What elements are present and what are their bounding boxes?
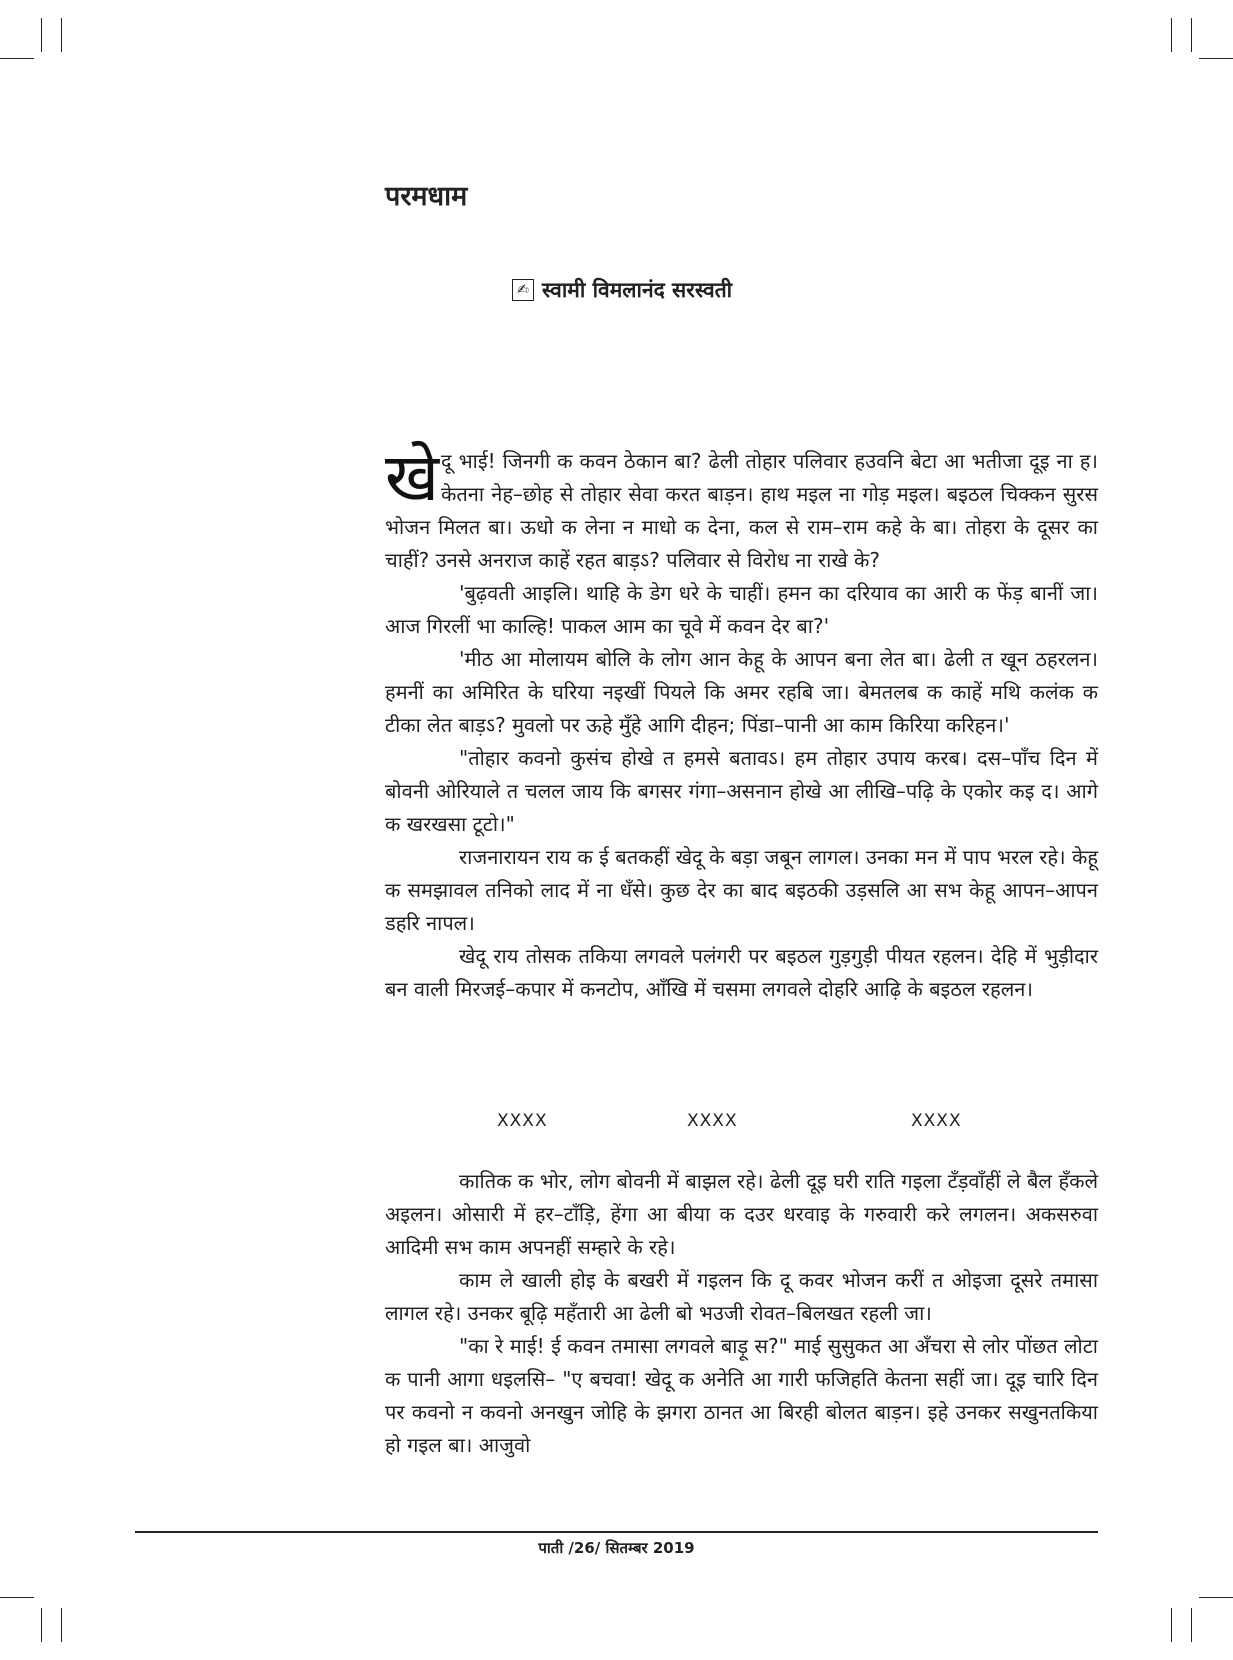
paragraph: 'मीठ आ मोलायम बोलि के लोग आन केहू के आपन बना लेत बा। ढेली त खून ठहरलन। हमनीं का अमिरित के घरिया नइखीं पियले कि अमर रहबि जा। बेमतलब क काहें मथि कलंक क टीका लेत बाड़ऽ? मुवलो पर ऊहे मुँहे आगि दीहन; पिंडा–पानी आ काम किरिया करिहन।' <box>385 647 1098 737</box>
crop-mark <box>61 18 62 52</box>
footer-rule <box>135 1531 1098 1533</box>
pen-writing-icon: ✍ <box>512 279 534 301</box>
section-separator: XXXX <box>911 1111 962 1131</box>
drop-cap: खे <box>385 439 439 516</box>
crop-mark <box>41 18 42 52</box>
paragraph: "का रे माई! ई कवन तमासा लगवले बाड़ू स?" माई सुसुकत आ अँचरा से लोर पोंछत लोटा क पानी आगा धइलसि– "ए बचवा! खेदू क अनेति आ गारी फजिहति केतना सहीं जा। दूइ चारि दिन पर कवनो न कवनो अनखुन जोहि के झगरा ठानत आ बिरही बोलत बाड़न। इहे उनकर सखुनतकिया हो गइल बा। आजुवो <box>385 1334 1098 1457</box>
paragraph: खेदू भाई! जिनगी क कवन ठेकान बा? ढेली तोहार पलिवार हउवनि बेटा आ भतीजा दूइ ना ह। केतना नेह–छोह से तोहार सेवा करत बाड़न। हाथ मइल ना गोड़ मइल। बइठल चिक्कन सुरस भोजन मिलत बा। ऊधो क लेना न माधो क देना, कल से राम–राम कहे के बा। तोहरा के दूसर का चाहीं? उनसे अनराज काहें रहत बाड़ऽ? पलिवार से विरोध ना राखे के? <box>385 439 1098 572</box>
paragraph: काम ले खाली होइ के बखरी में गइलन कि दू कवर भोजन करीं त ओइजा दूसरे तमासा लागल रहे। उनकर बूढ़ि महँतारी आ ढेली बो भउजी रोवत–बिलखत रहली जा। <box>385 1268 1098 1325</box>
section-separator: XXXX <box>687 1111 738 1131</box>
crop-mark <box>41 1608 42 1642</box>
article-title: परमधाम <box>385 181 468 212</box>
paragraph: "तोहार कवनो कुसंच होखे त हमसे बतावऽ। हम तोहार उपाय करब। दस–पाँच दिन में बोवनी ओरियाले त चलल जाय कि बगसर गंगा–असनान होखे आ लीखि–पढ़ि के एकोर कइ द। आगे क खरखसा टूटो।" <box>385 746 1098 836</box>
author-name: स्वामी विमलानंद सरस्वती <box>542 278 733 302</box>
crop-mark <box>1199 58 1233 59</box>
crop-mark <box>1199 1597 1233 1598</box>
paragraph: कातिक क भोर, लोग बोवनी में बाझल रहे। ढेली दूइ घरी राति गइला टँड़वाँहीं ले बैल हँकले अइलन। ओसारी में हर–टाँड़ि, हेंगा आ बीया क दउर धरवाइ के गरुवारी करे लगलन। अकसरुवा आदिमी सभ काम अपनहीं सम्हारे के रहे। <box>385 1169 1098 1259</box>
author-byline <box>512 276 732 304</box>
crop-mark <box>1191 18 1192 52</box>
crop-mark <box>1191 1608 1192 1642</box>
paragraph: खेदू राय तोसक तकिया लगवले पलंगरी पर बइठल गुड़गुड़ी पीयत रहलन। देहि में भुड़ीदार बन वाली मिरजई–कपार में कनटोप, आँखि में चसमा लगवले दोहरि आढ़ि के बइठल रहलन। <box>385 944 1098 1001</box>
article-body-part-2 <box>385 1165 1098 1462</box>
crop-mark <box>1171 1608 1172 1642</box>
paragraph: 'बुढ़वती आइलि। थाहि के डेग धरे के चाहीं। हमन का दरियाव का आरी क फेंड़ बानीं जा। आज गिरलीं भा काल्हि! पाकल आम का चूवे में कवन देर बा?' <box>385 581 1098 638</box>
page-footer: पाती /26/ सितम्बर 2019 <box>538 1539 695 1557</box>
crop-mark <box>61 1608 62 1642</box>
article-body-part-1 <box>385 439 1098 1006</box>
section-separator: XXXX <box>497 1111 548 1131</box>
crop-mark <box>0 58 34 59</box>
crop-mark <box>0 1597 34 1598</box>
paragraph: राजनारायन राय क ई बतकहीं खेदू के बड़ा जबून लागल। उनका मन में पाप भरल रहे। केहू क समझावल तनिको लाद में ना धँसे। कुछ देर का बाद बइठकी उड़सलि आ सभ केहू आपन–आपन डहरि नापल। <box>385 845 1098 935</box>
crop-mark <box>1171 18 1172 52</box>
